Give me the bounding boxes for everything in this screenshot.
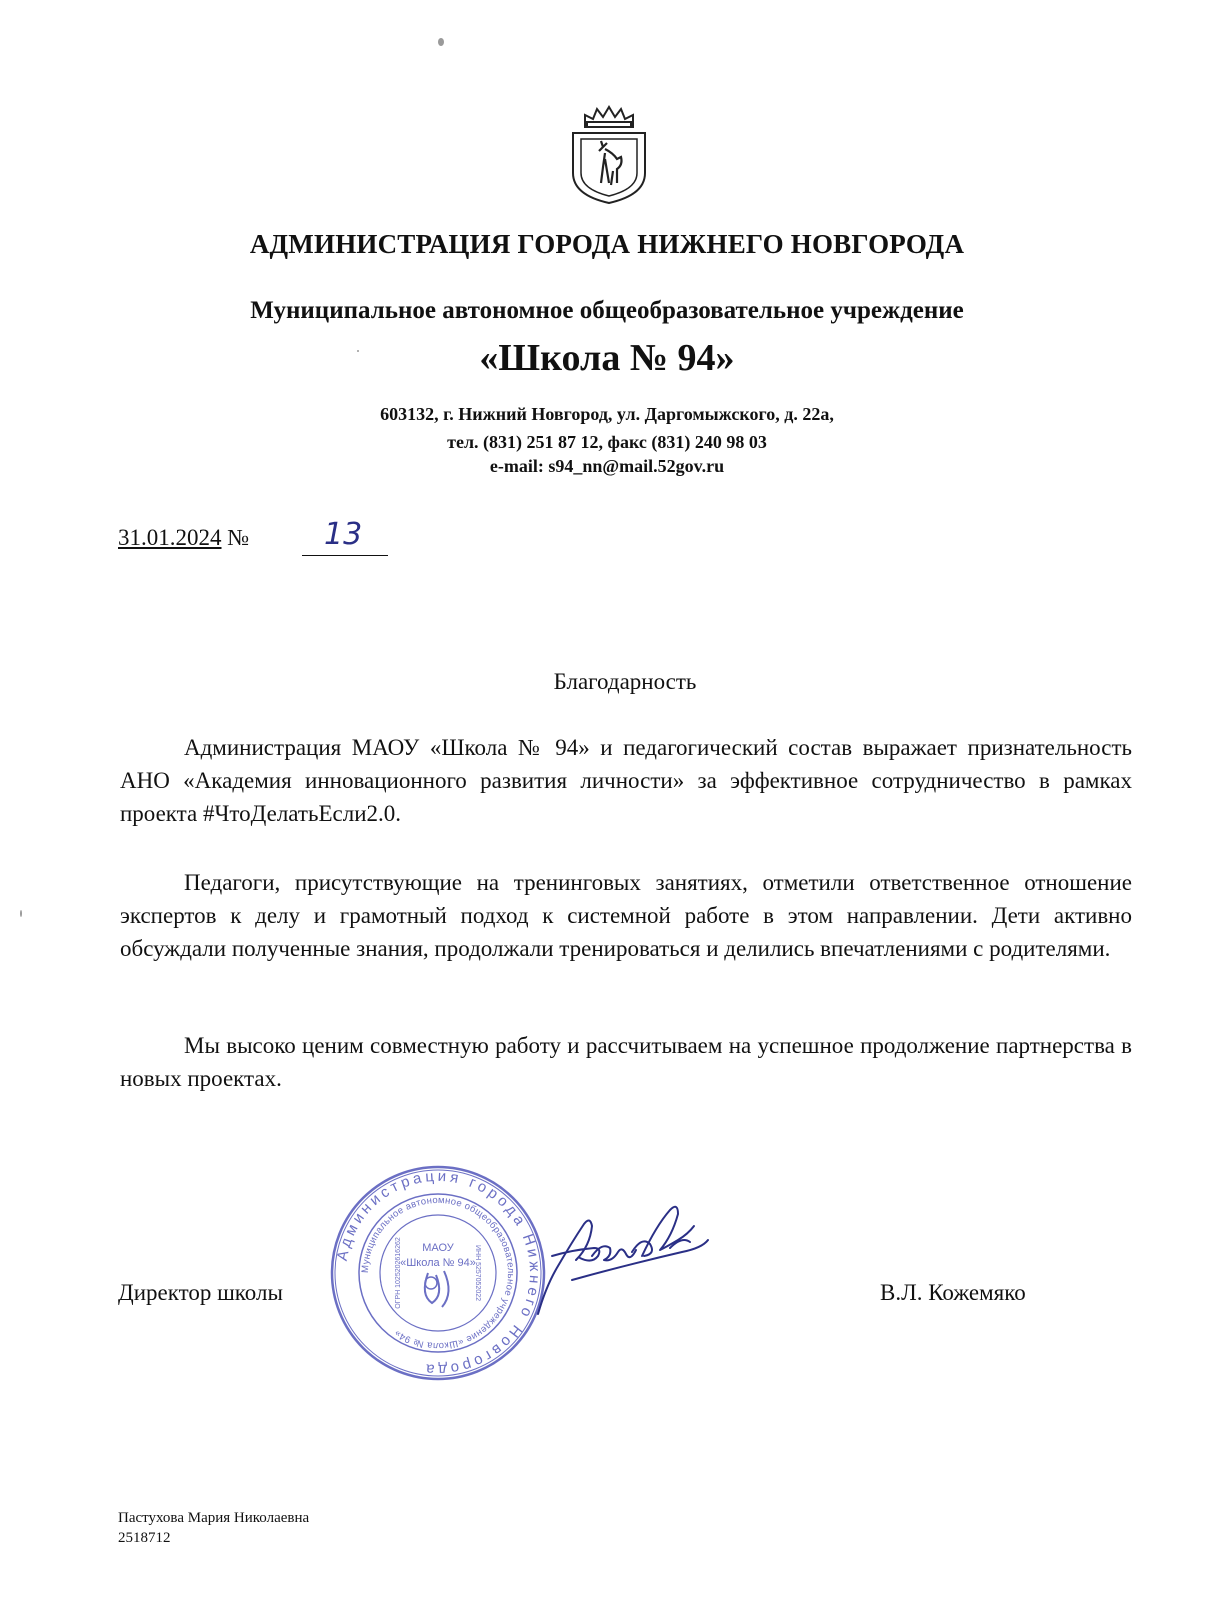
signer-role: Директор школы	[118, 1280, 283, 1305]
stamp-inn: ИНН 5257052022	[474, 1244, 481, 1302]
email-line: e-mail: s94_nn@mail.52gov.ru	[489, 456, 725, 476]
body-paragraph-3: Мы высоко ценим совместную работу и рассчитываем на успешное продолжение партнерства в новых проектах.	[120, 1033, 1132, 1091]
official-seal-icon	[328, 1163, 548, 1383]
executor-phone: 2518712	[118, 1530, 171, 1546]
executor-name: Пастухова Мария Николаевна	[118, 1510, 310, 1526]
scan-speck	[357, 350, 359, 352]
administration-title: АДМИНИСТРАЦИЯ ГОРОДА НИЖНЕГО НОВГОРОДА	[249, 229, 965, 259]
signer-name: В.Л. Кожемяко	[880, 1280, 1026, 1305]
organization-name: Муниципальное автономное общеобразовательное учреждение	[250, 297, 964, 324]
registration-number: 13	[324, 517, 363, 552]
executor-block	[118, 1508, 309, 1548]
phone-line: тел. (831) 251 87 12, факс (831) 240 98 03	[447, 432, 767, 452]
body-paragraph-2: Педагоги, присутствующие на тренинговых занятиях, отметили ответственное отношение экспертов к делу и грамотный подход к системной работе в этом направлении. Дети активно обсуждали полученные знания, продолжали тренироваться и делились впечатлениями с родителями.	[120, 870, 1132, 961]
stamp-ogrn: ОГРН 1025202616262	[395, 1237, 402, 1309]
address-line: 603132, г. Нижний Новгород, ул. Даргомыжского, д. 22а,	[380, 404, 834, 424]
stamp-center-line-1: МАОУ	[422, 1242, 454, 1254]
number-sign: №	[227, 525, 250, 550]
scan-speck	[438, 38, 444, 46]
document-title: Благодарность	[553, 669, 697, 694]
coat-of-arms-icon	[567, 103, 651, 207]
handwritten-signature-icon	[532, 1196, 742, 1321]
body-paragraph-1: Администрация МАОУ «Школа № 94» и педагогический состав выражает признательность АНО «Академия инновационного развития личности» за эффективное сотрудничество в рамках проекта #ЧтоДелатьЕсли2.0.	[120, 735, 1132, 826]
registration-number-field	[302, 517, 388, 556]
school-name: «Школа № 94»	[479, 337, 735, 379]
scan-speck	[20, 910, 22, 917]
stamp-outer-text: Администрация города Нижнего Новгорода	[333, 1167, 544, 1379]
stamp-inner-text: Муниципальное автономное общеобразовательное учреждение «Школа № 94»	[359, 1194, 517, 1352]
stamp-center-line-2: «Школа № 94»	[400, 1257, 476, 1269]
registration-line	[118, 525, 249, 551]
registration-date: 31.01.2024	[118, 525, 222, 550]
svg-text:Муниципальное автономное общео	[360, 1195, 516, 1351]
